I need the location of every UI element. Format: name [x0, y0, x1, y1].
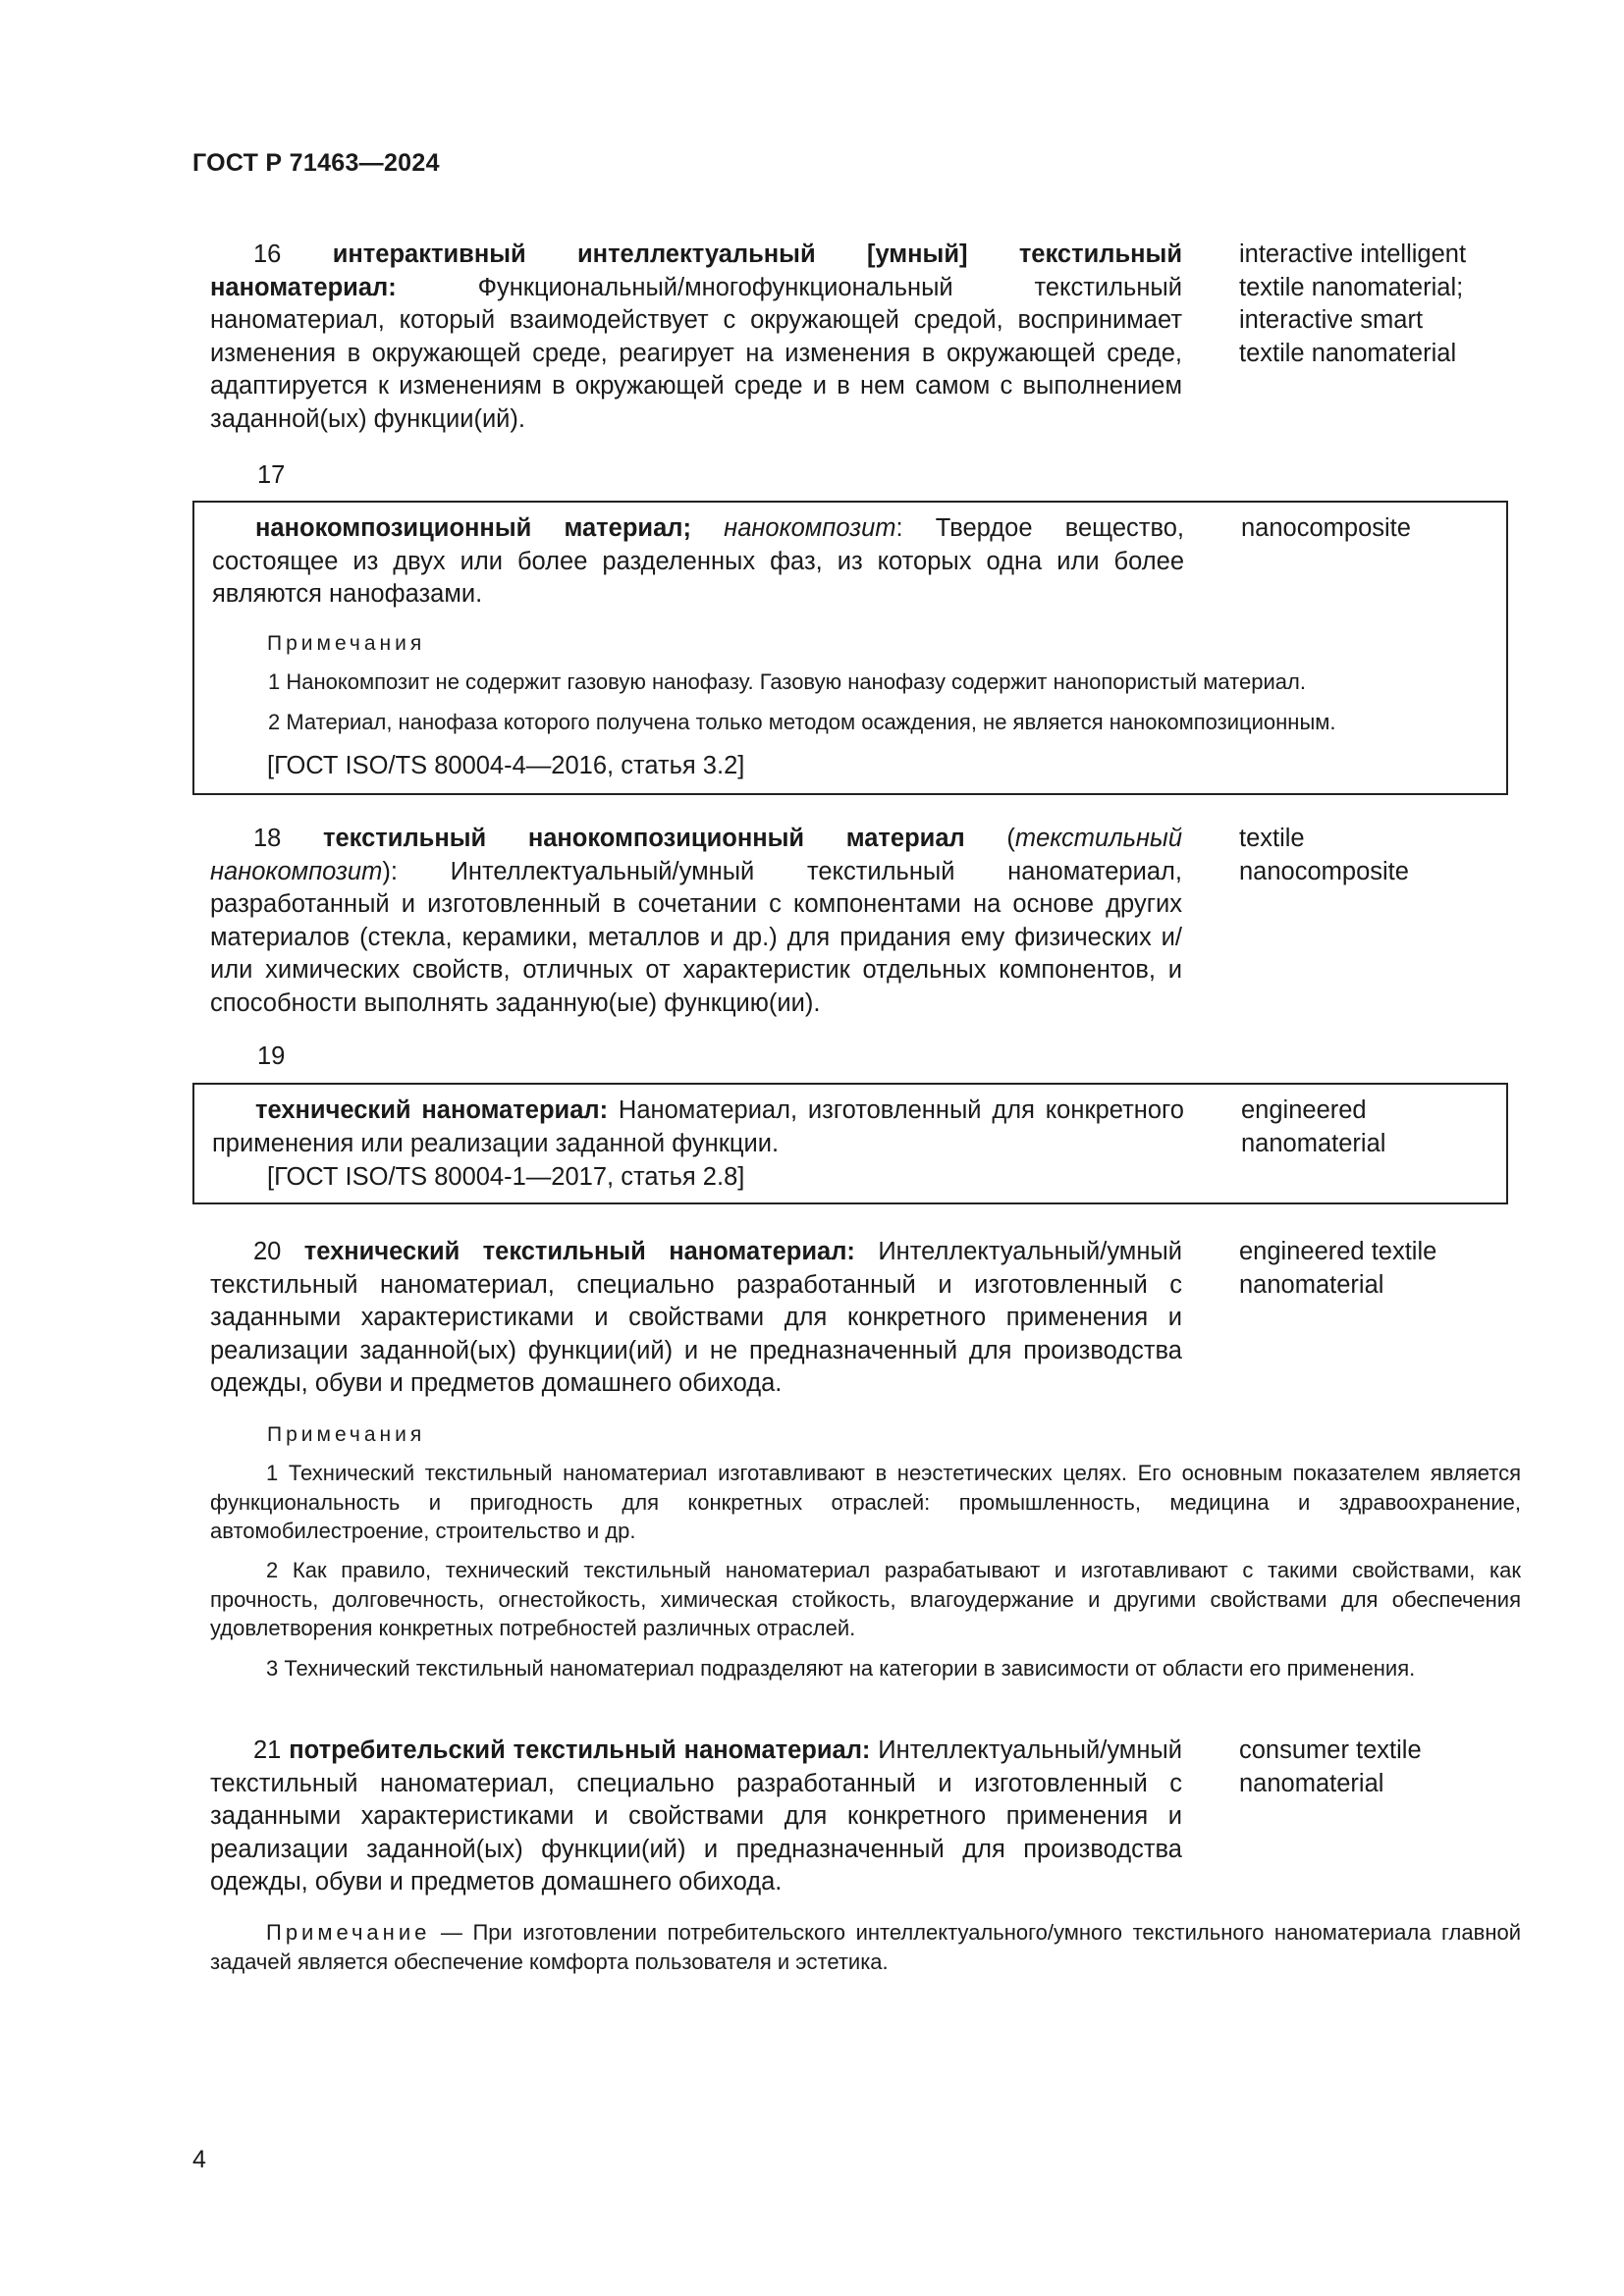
term-16-text: [210, 239, 1182, 436]
term-synonym: текстильный нанокомпозит: [210, 825, 1182, 885]
term-19-box: [192, 1083, 1508, 1204]
english-term-line: engineered textile: [1239, 1238, 1437, 1265]
source-reference: [ГОСТ ISO/TS 80004-1—2017, статья 2.8]: [267, 1163, 745, 1191]
term-number: 20: [253, 1238, 282, 1265]
term-21-english: [1239, 1735, 1514, 1800]
term-name: технический текстильный наноматериал:: [303, 1238, 855, 1265]
notes-heading: Примечания: [267, 632, 426, 655]
term-definition: Интеллектуальный/умный текстильный наноматериал, специально разработанный и изготовленный с заданными характеристиками и свойствами для конкретного применения и реализации заданной(ых) функции(ий) и предназначенный для производства одежды, обуви и предметов домашнего обихода.: [210, 1736, 1182, 1896]
term-synonym: нанокомпозит: [724, 514, 896, 542]
term-definition: Наноматериал, изготовленный для конкретного применения или реализации заданной функции.: [212, 1096, 1184, 1157]
note-single: [210, 1918, 1521, 1976]
english-term-line: interactive smart: [1239, 306, 1424, 334]
english-term-line: interactive intelligent: [1239, 240, 1467, 268]
term-definition: Функциональный/многофункциональный текстильный наноматериал, который взаимодействует с окружающей средой, воспринимает изменения в окружающей среде, реагирует на изменения в окружающей среде, адаптируется к изменениям в окружающей среде и в нем самом с выполнением заданной(ых) функции(ий).: [210, 273, 1182, 433]
term-19-english: [1241, 1095, 1516, 1160]
english-term-line: nanomaterial: [1239, 1270, 1384, 1299]
english-term-line: textile nanomaterial;: [1239, 273, 1464, 301]
note-text: При изготовлении потребительского интеллектуального/умного текстильного наноматериала главной задачей является обеспечение комфорта пользователя и эстетика.: [210, 1920, 1521, 1974]
english-term-line: nanomaterial: [1241, 1129, 1386, 1157]
note-1: 1 Технический текстильный наноматериал изготавливают в неэстетических целях. Его основным показателем является функциональность и пригодность для конкретных отраслей: промышленность, медицина и здравоохранение, автомобилестроение, строительство и др.: [210, 1461, 1521, 1543]
english-term-line: nanocomposite: [1241, 514, 1411, 542]
page-number: 4: [192, 2146, 206, 2173]
term-number: 21: [253, 1736, 282, 1764]
english-term-line: nanomaterial: [1239, 1769, 1384, 1797]
term-21-text: [210, 1735, 1182, 1899]
english-term-line: nanocomposite: [1239, 857, 1409, 885]
source-reference: [ГОСТ ISO/TS 80004-4—2016, статья 3.2]: [267, 752, 745, 779]
term-definition: ): Интеллектуальный/умный текстильный наноматериал, разработанный и изготовленный в сочетании с компонентами на основе других материалов (стекла, керамики, металлов и др.) для придания ему физических и/или химических свойств, отличных от характеристик отдельных компонентов, и способности выполнять заданную(ые) функцию(ии).: [210, 857, 1182, 1017]
term-name: технический наноматериал:: [255, 1096, 609, 1124]
english-term-line: textile: [1239, 825, 1305, 852]
term-definition: Интеллектуальный/умный текстильный наноматериал, специально разработанный и изготовленный с заданными характеристиками и свойствами для конкретного применения и реализации заданной(ых) функции(ий) и не предназначенный для производства одежды, обуви и предметов домашнего обихода.: [210, 1238, 1182, 1397]
term-17-box: [192, 501, 1508, 795]
term-18-english: [1239, 823, 1514, 888]
term-17-number: 17: [257, 461, 286, 489]
term-20-english: [1239, 1236, 1514, 1302]
paren: (: [964, 825, 1015, 852]
note-2: 2 Материал, нанофаза которого получена только методом осаждения, не является нанокомпозиционным.: [268, 710, 1336, 734]
term-17-text: [212, 512, 1184, 612]
term-19-number: 19: [257, 1042, 286, 1070]
note-1: 1 Нанокомпозит не содержит газовую нанофазу. Газовую нанофазу содержит нанопористый материал.: [268, 669, 1306, 694]
english-term-line: engineered: [1241, 1096, 1367, 1124]
note-2: 2 Как правило, технический текстильный наноматериал разрабатывают и изготавливают с такими свойствами, как прочность, долговечность, огнестойкость, химическая стойкость, влагоудержание и другими свойствами для обеспечения удовлетворения конкретных потребностей различных отраслей.: [210, 1558, 1521, 1640]
term-name: потребительский текстильный наноматериал:: [289, 1736, 871, 1764]
note-heading: Примечание: [266, 1920, 431, 1945]
term-definition: : Твердое вещество, состоящее из двух или более разделенных фаз, из которых одна или более являются нанофазами.: [212, 514, 1184, 608]
term-16-english: [1239, 239, 1514, 370]
term-20-text: [210, 1236, 1182, 1401]
term-name: текстильный нанокомпозиционный материал: [323, 825, 965, 852]
term-name: интерактивный интеллектуальный [умный] текстильный наноматериал:: [210, 240, 1182, 301]
english-term-line: textile nanomaterial: [1239, 339, 1457, 367]
term-18-text: [210, 823, 1182, 1020]
term-17-english: [1241, 512, 1516, 546]
note-3: 3 Технический текстильный наноматериал подразделяют на категории в зависимости от области его применения.: [266, 1656, 1416, 1681]
document-header: ГОСТ Р 71463—2024: [192, 149, 440, 177]
note-dash: —: [430, 1920, 473, 1945]
notes-heading: Примечания: [267, 1423, 426, 1446]
english-term-line: consumer textile: [1239, 1736, 1422, 1764]
term-number: 18: [253, 825, 282, 852]
term-number: 16: [253, 240, 282, 268]
term-name: нанокомпозиционный материал;: [255, 514, 691, 542]
term-19-text: [212, 1095, 1184, 1160]
